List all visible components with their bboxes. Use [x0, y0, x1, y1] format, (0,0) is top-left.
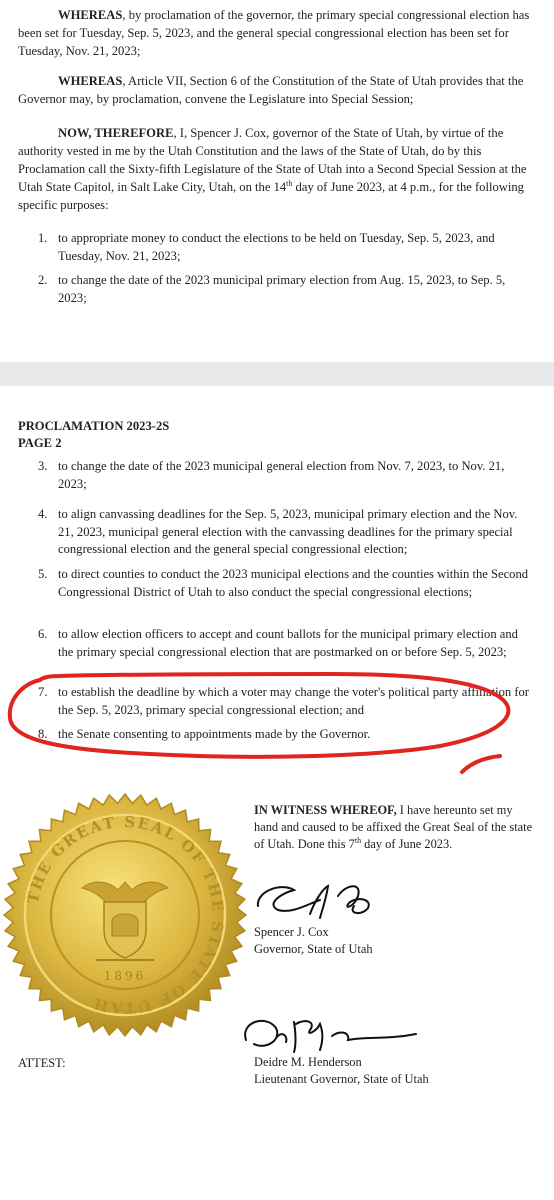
lieutenant-governor-name: Deidre M. Henderson	[254, 1055, 362, 1069]
governor-signature	[250, 874, 390, 924]
seal-year: 1896	[103, 969, 147, 983]
whereas-paragraph-2: WHEREAS, Article VII, Section 6 of the Constitution of the State of Utah provides that the Governor may, by proclamation, convene the Legislature into Special Session;	[18, 74, 524, 106]
great-seal-of-utah	[0, 790, 250, 1040]
governor-title: Governor, State of Utah	[254, 941, 373, 956]
whereas-paragraph-1: WHEREAS, by proclamation of the governor, the primary special congressional election has been set for Tuesday, Sep. 5, 2023, and the general special congressional election has been set for Tuesday, Nov. 21, 2023;	[18, 8, 530, 58]
lieutenant-governor-block	[254, 1054, 429, 1087]
governor-name: Spencer J. Cox	[254, 925, 329, 939]
document-page-1: WHEREAS, by proclamation of the governor, the primary special congressional election has been set for Tuesday, Sep. 5, 2023, and the general special congressional election has been set for Tuesday, Nov. 21, 2023; WHEREAS, Article VII, Section 6 of the Constitution of the State of Utah provides that the Governor may, by proclamation, convene the Legislature into Special Session; NOW, THEREFORE, I, Spencer J. Cox, governor of the State of Utah, by virtue of the authority vested in me by the Utah Constitution and the laws of the State of Utah, do by this Proclamation call the Sixty-fifth Legislature of the State of Utah into a Second Special Session at the Utah State Capitol, in Salt Lake City, Utah, on the 14th day of June 2023, at 4 p.m., for the following specific purposes: 1. to appropriate money to conduct the elections to be held on Tuesday, Sep. 5, 2023, and Tuesday, Nov. 21, 2023; 2. to change the date of the 2023 municipal primary election from Aug. 15, 2023, to Sep. 5, 2023;	[0, 0, 554, 362]
red-annotation-circle	[0, 660, 554, 780]
in-witness-paragraph: IN WITNESS WHEREOF, I have hereunto set my hand and caused to be affixed the Great Seal of the state of Utah. Done this 7th day of June 2023.	[254, 803, 533, 851]
now-therefore-paragraph: NOW, THEREFORE, I, Spencer J. Cox, governor of the State of Utah, by virtue of the authority vested in me by the Utah Constitution and the laws of the State of Utah, do by this Proclamation call the Sixty-fifth Legislature of the State of Utah into a Second Special Session at the Utah State Capitol, in Salt Lake City, Utah, on the 14th day of June 2023, at 4 p.m., for the following specific purposes:	[18, 126, 527, 212]
proclamation-header: PROCLAMATION 2023-2S PAGE 2	[18, 419, 170, 450]
governor-block	[254, 924, 373, 957]
lieutenant-governor-title: Lieutenant Governor, State of Utah	[254, 1071, 429, 1086]
page-separator	[0, 362, 554, 386]
seal-ring-text: THE GREAT SEAL OF THE STATE OF UTAH	[23, 812, 228, 1018]
lieutenant-governor-signature	[236, 1010, 426, 1056]
attest-label: ATTEST:	[18, 1056, 66, 1070]
